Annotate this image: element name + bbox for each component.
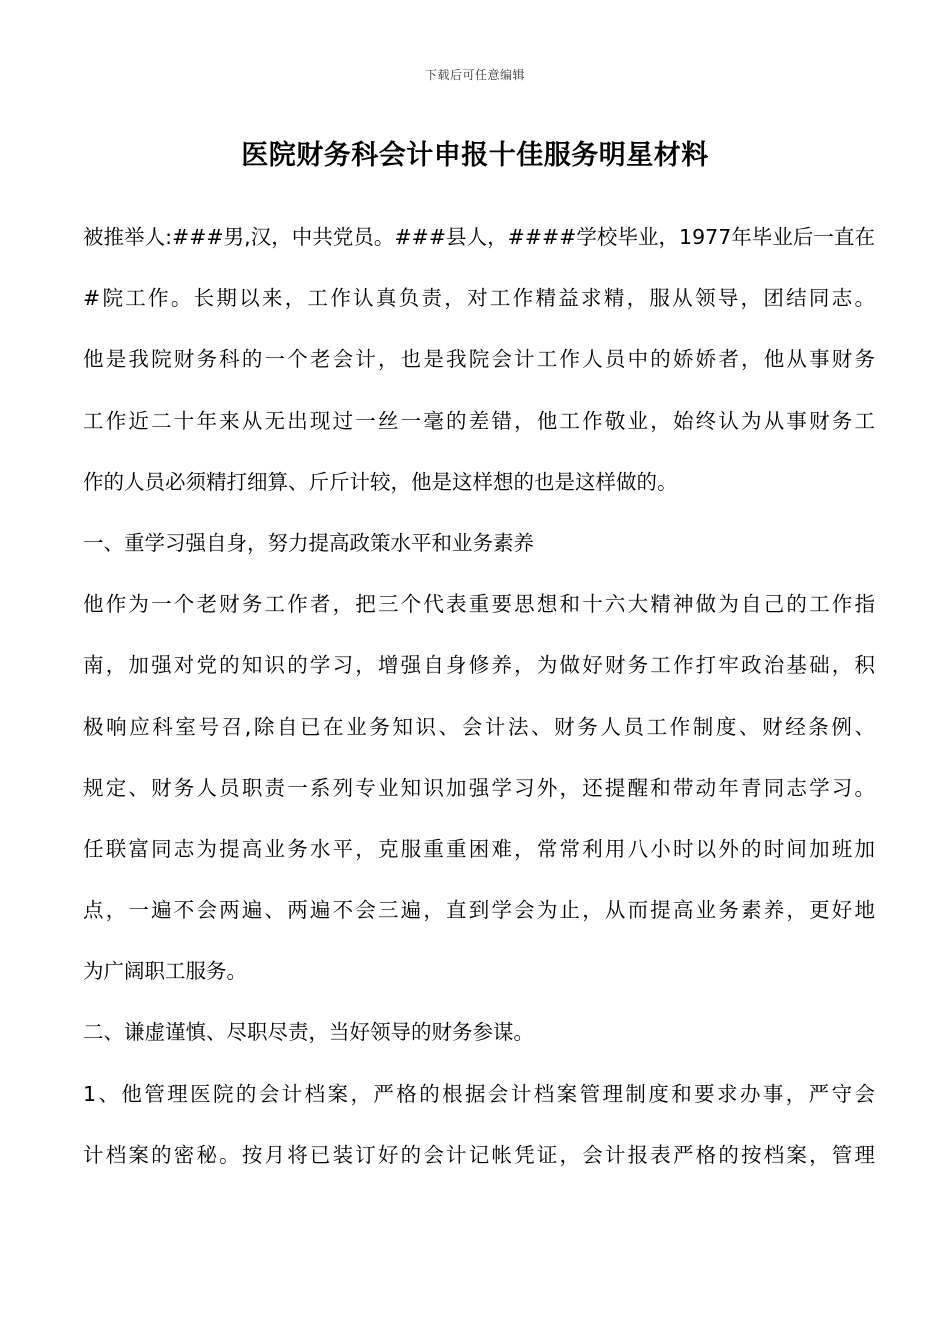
section-heading: 一、重学习强自身，努力提高政策水平和业务素养 xyxy=(83,530,534,555)
body-line: #院工作。长期以来，工作认真负责，对工作精益求精，服从领导，团结同志。 xyxy=(83,286,875,311)
body-line: 为广阔职工服务。 xyxy=(83,959,247,984)
body-line: 任联富同志为提高业务水平，克服重重困难，常常利用八小时以外的时间加班加 xyxy=(83,836,875,861)
document-title: 医院财务科会计申报十佳服务明星材料 xyxy=(241,140,709,171)
body-line: 被推举人:###男,汉，中共党员。###县人，####学校毕业，1977年毕业后一直在 xyxy=(83,225,875,249)
body-line: 规定、财务人员职责一系列专业知识加强学习外，还提醒和带动年青同志学习。 xyxy=(83,775,875,800)
body-line: 工作近二十年来从无出现过一丝一毫的差错，他工作敬业，始终认为从事财务工 xyxy=(83,408,875,433)
body-line: 作的人员必须精打细算、斤斤计较，他是这样想的也是这样做的。 xyxy=(83,469,678,494)
header-note: 下载后可任意编辑 xyxy=(424,68,525,82)
body-line: 计档案的密秘。按月将已装订好的会计记帐凭证，会计报表严格的按档案，管理 xyxy=(83,1142,875,1167)
body-line: 他作为一个老财务工作者，把三个代表重要思想和十六大精神做为自己的工作指 xyxy=(83,592,875,617)
body-line: 他是我院财务科的一个老会计，也是我院会计工作人员中的娇娇者，他从事财务 xyxy=(83,347,875,372)
body-line: 极响应科室号召,除自已在业务知识、会计法、财务人员工作制度、财经条例、 xyxy=(83,714,875,739)
body-line: 点，一遍不会两遍、两遍不会三遍，直到学会为止，从而提高业务素养，更好地 xyxy=(83,898,875,923)
body-line: 南，加强对党的知识的学习，增强自身修养，为做好财务工作打牢政治基础，积 xyxy=(83,653,875,678)
body-line: 1、他管理医院的会计档案，严格的根据会计档案管理制度和要求办事，严守会 xyxy=(83,1081,875,1106)
document-body xyxy=(83,222,875,1201)
section-heading: 二、谦虚谨慎、尽职尽责，当好领导的财务参谋。 xyxy=(83,1020,534,1045)
